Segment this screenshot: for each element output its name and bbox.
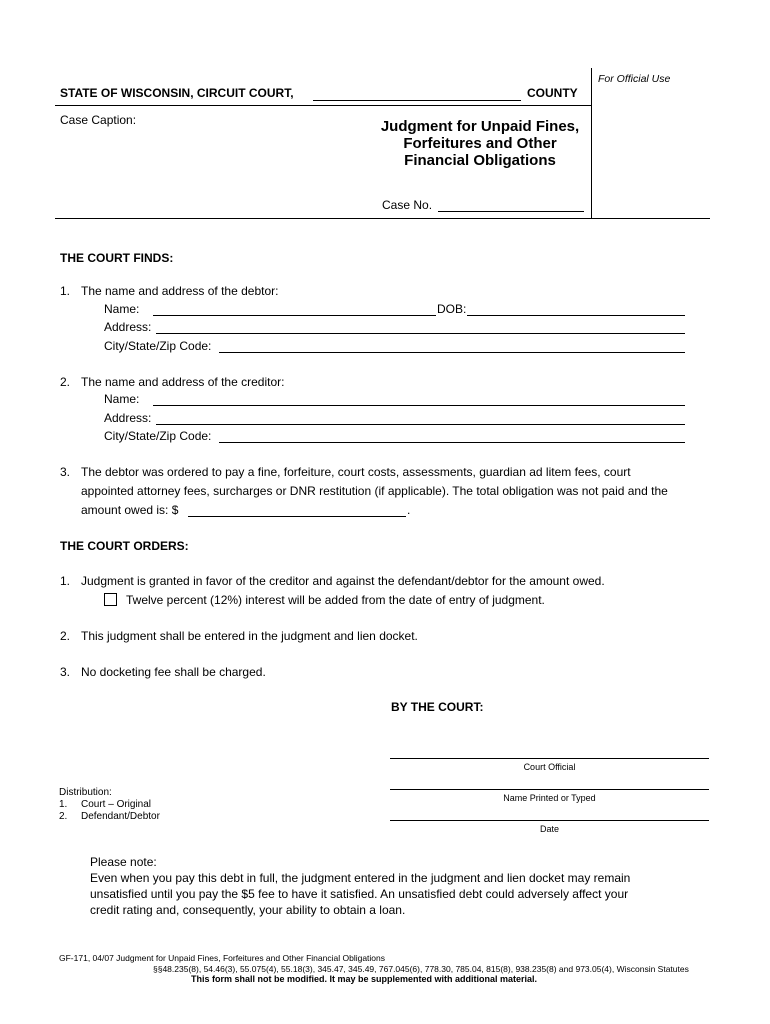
state-court-label: STATE OF WISCONSIN, CIRCUIT COURT, xyxy=(60,86,294,100)
creditor-city-label: City/State/Zip Code: xyxy=(104,429,212,443)
form-id-footer: GF-171, 04/07 Judgment for Unpaid Fines, Forfeitures and Other Financial Obligations xyxy=(59,953,386,963)
case-no-label: Case No. xyxy=(382,198,433,212)
orders-item3-number: 3. xyxy=(60,665,71,679)
debtor-dob-field[interactable] xyxy=(467,315,685,316)
court-official-signature-line[interactable] xyxy=(390,758,709,759)
debtor-name-label: Name: xyxy=(104,302,140,316)
name-printed-line[interactable] xyxy=(390,789,709,790)
debtor-city-label: City/State/Zip Code: xyxy=(104,339,212,353)
amount-owed-period: . xyxy=(407,503,411,517)
official-use-divider xyxy=(591,68,592,218)
statutes-footer: §§48.235(8), 54.46(3), 55.075(4), 55.18(3), 345.47, 345.49, 767.045(6), 778.30, 785.04, 815(8), 938.235(8) and 973.05(4), Wisconsin Statutes xyxy=(153,964,689,974)
orders-item2-text: This judgment shall be entered in the judgment and lien docket. xyxy=(81,629,418,643)
creditor-name-field[interactable] xyxy=(153,405,685,406)
orders-item1-text: Judgment is granted in favor of the creditor and against the defendant/debtor for the amount owed. xyxy=(81,574,605,588)
finds-item3-line3: amount owed is: $ xyxy=(81,503,179,517)
finds-item2-number: 2. xyxy=(60,375,71,389)
finds-item3-line2: appointed attorney fees, surcharges or DNR restitution (if applicable). The total obligation was not paid and the xyxy=(81,484,668,498)
caption-bottom-rule xyxy=(55,218,710,219)
distribution-item2-text: Defendant/Debtor xyxy=(81,811,160,822)
note-line1: Even when you pay this debt in full, the judgment entered in the judgment and lien docket may remain xyxy=(90,871,631,885)
case-caption-label: Case Caption: xyxy=(60,113,137,127)
header-rule xyxy=(55,105,591,106)
name-printed-label: Name Printed or Typed xyxy=(503,793,596,803)
distribution-heading: Distribution: xyxy=(59,787,112,798)
county-label: COUNTY xyxy=(527,86,578,100)
interest-checkbox-label: Twelve percent (12%) interest will be added from the date of entry of judgment. xyxy=(126,593,545,607)
court-orders-heading: THE COURT ORDERS: xyxy=(60,539,189,553)
document-title: Judgment for Unpaid Fines, Forfeitures and Other Financial Obligations xyxy=(380,118,580,169)
orders-item2-number: 2. xyxy=(60,629,71,643)
official-use-label: For Official Use xyxy=(598,73,671,85)
debtor-address-label: Address: xyxy=(104,320,152,334)
finds-item3-line1: The debtor was ordered to pay a fine, forfeiture, court costs, assessments, guardian ad litem fees, court xyxy=(81,465,631,479)
debtor-city-field[interactable] xyxy=(219,352,685,353)
case-no-field[interactable] xyxy=(438,211,584,212)
creditor-city-field[interactable] xyxy=(219,442,685,443)
distribution-item1-number: 1. xyxy=(59,799,68,810)
interest-checkbox[interactable] xyxy=(104,593,117,606)
finds-item1-number: 1. xyxy=(60,284,71,298)
finds-item2-text: The name and address of the creditor: xyxy=(81,375,285,389)
debtor-name-field[interactable] xyxy=(153,315,436,316)
distribution-item2-number: 2. xyxy=(59,811,68,822)
note-line3: credit rating and, consequently, your ability to obtain a loan. xyxy=(90,903,406,917)
finds-item1-text: The name and address of the debtor: xyxy=(81,284,279,298)
finds-item3-number: 3. xyxy=(60,465,71,479)
date-label: Date xyxy=(539,824,559,834)
by-the-court-label: BY THE COURT: xyxy=(391,700,484,714)
creditor-name-label: Name: xyxy=(104,392,140,406)
debtor-address-field[interactable] xyxy=(156,333,685,334)
court-official-label: Court Official xyxy=(523,762,576,772)
note-heading: Please note: xyxy=(90,855,157,869)
county-name-field[interactable] xyxy=(313,100,521,101)
creditor-address-field[interactable] xyxy=(156,424,685,425)
modification-notice: This form shall not be modified. It may be supplemented with additional material. xyxy=(191,974,538,984)
orders-item3-text: No docketing fee shall be charged. xyxy=(81,665,266,679)
distribution-item1-text: Court – Original xyxy=(81,799,152,810)
orders-item1-number: 1. xyxy=(60,574,71,588)
date-line[interactable] xyxy=(390,820,709,821)
court-finds-heading: THE COURT FINDS: xyxy=(60,251,174,265)
debtor-dob-label: DOB: xyxy=(437,302,467,316)
creditor-address-label: Address: xyxy=(104,411,152,425)
amount-owed-field[interactable] xyxy=(188,516,406,517)
note-line2: unsatisfied until you pay the $5 fee to have it satisfied. An unsatisfied debt could adversely affect your xyxy=(90,887,629,901)
